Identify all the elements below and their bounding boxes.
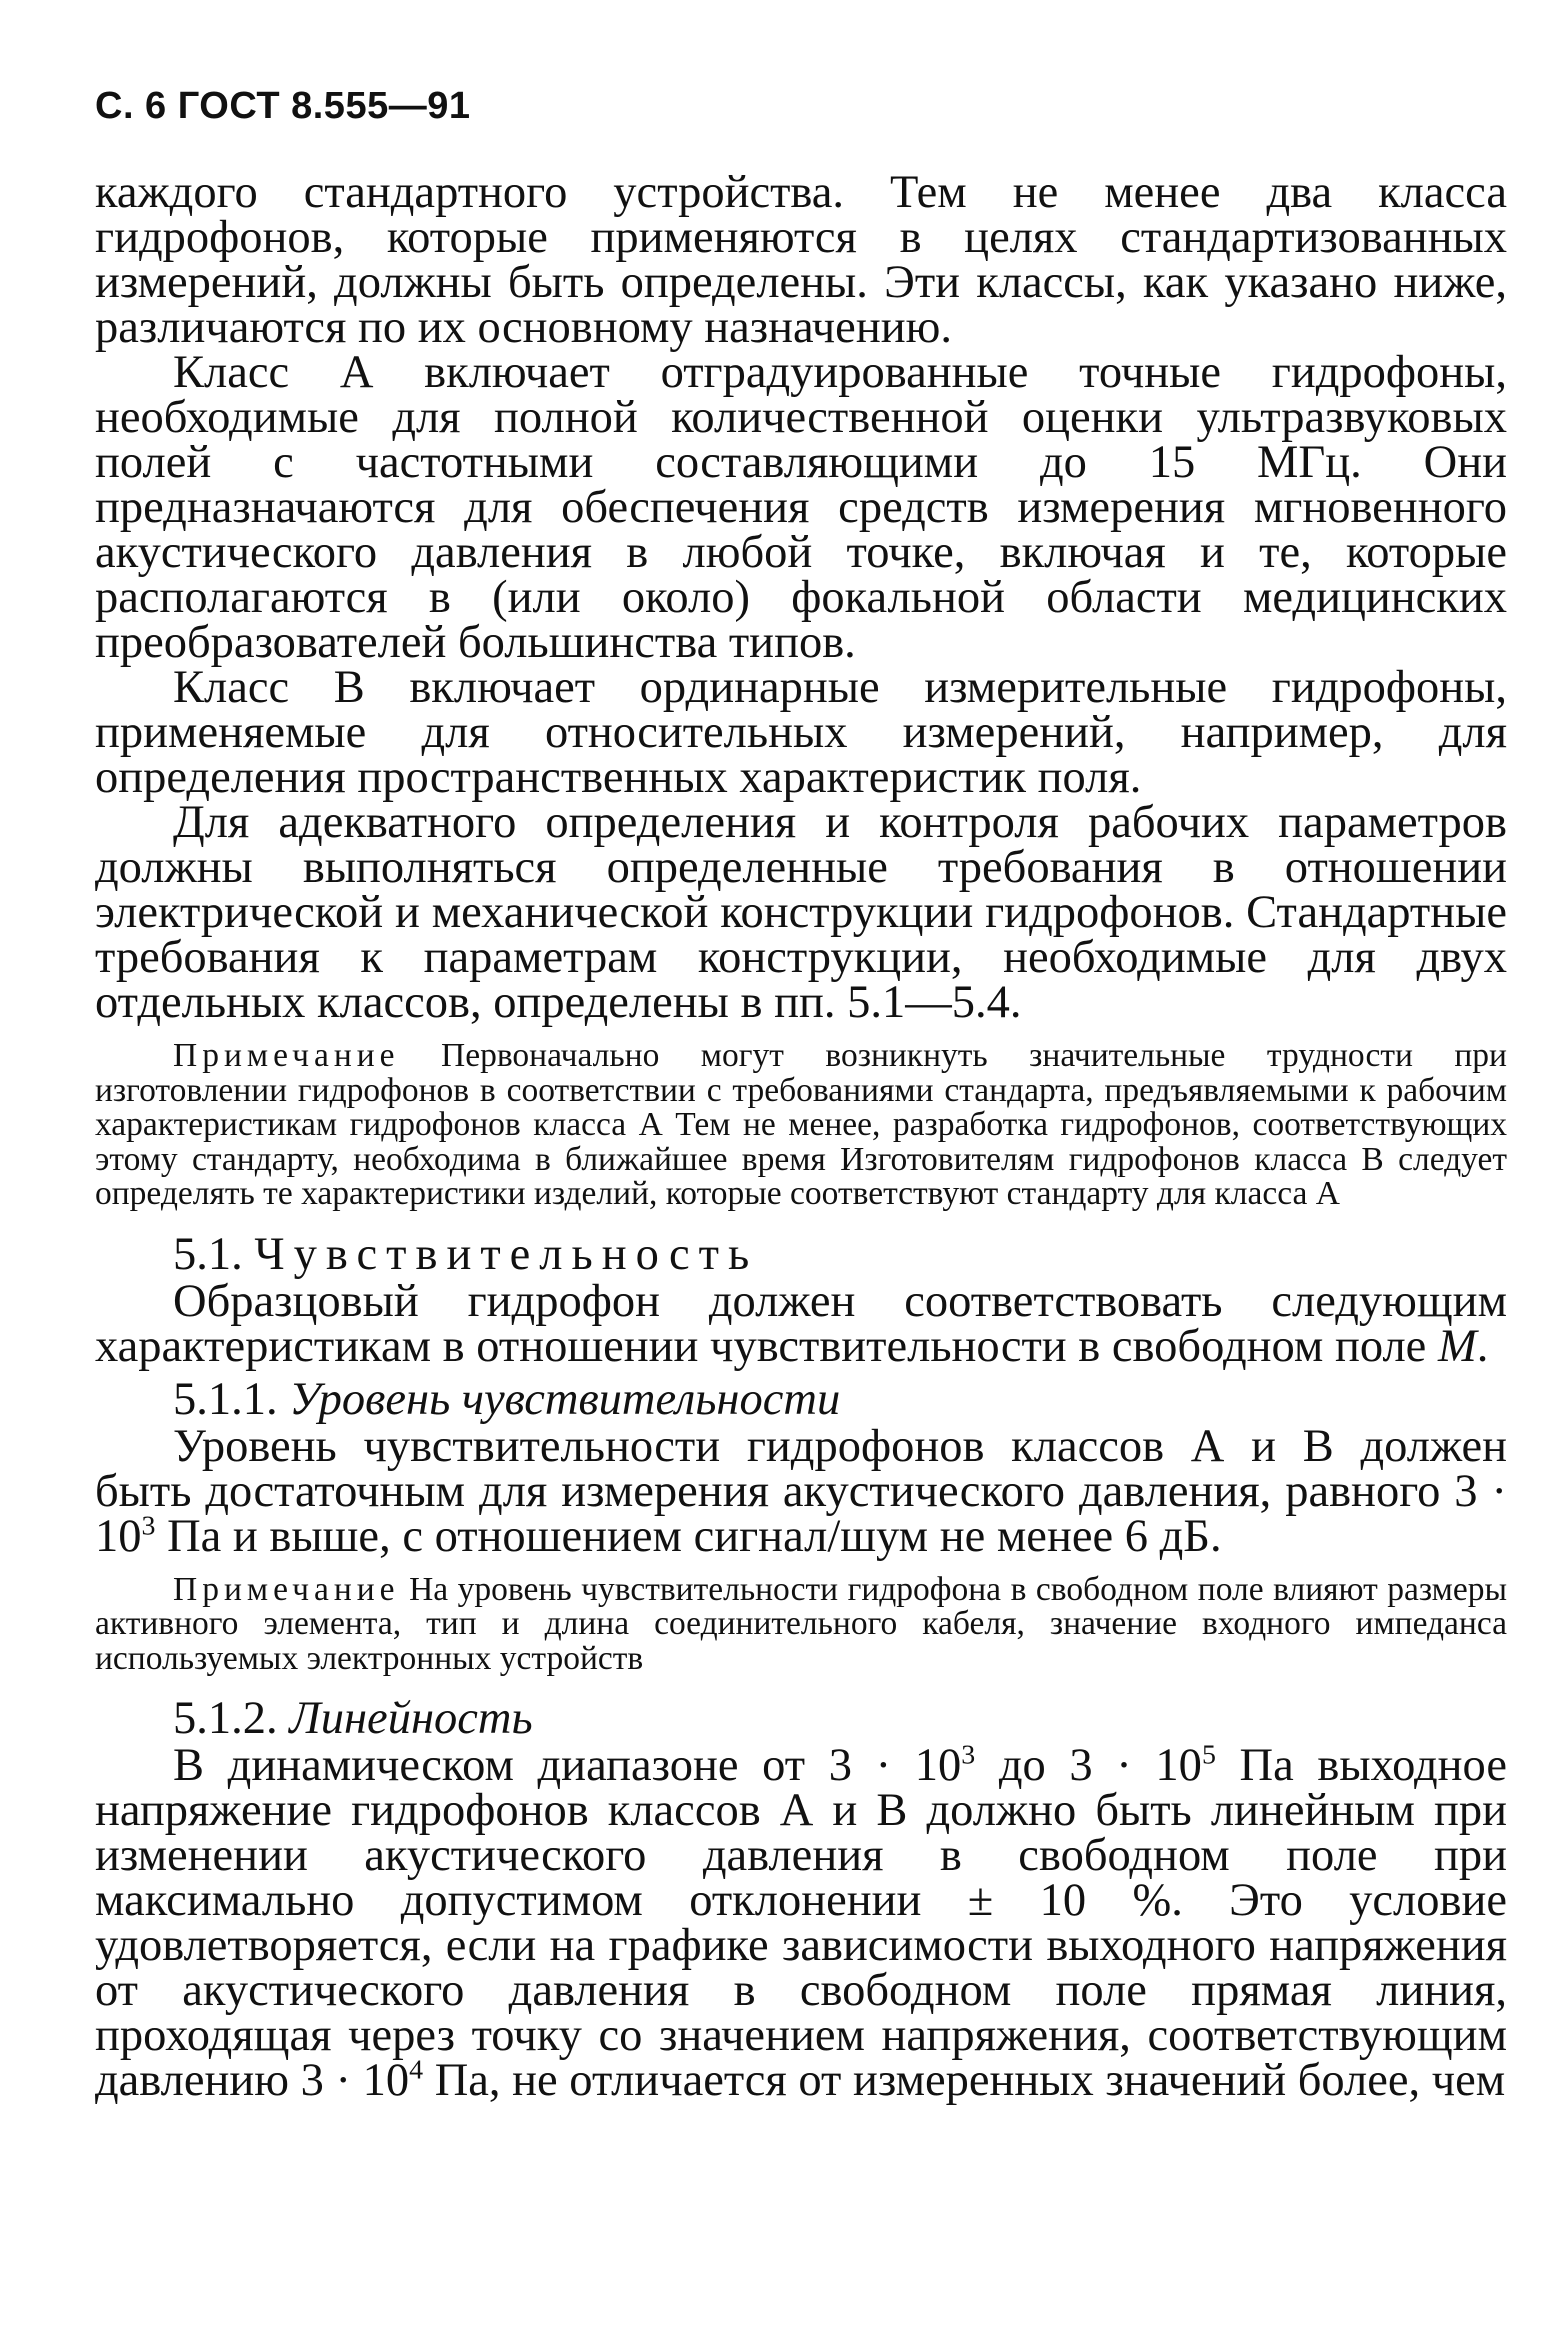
section-5-1-title: Чувствительность — [254, 1228, 759, 1280]
section-5-1-1-text-a: Уровень чувствительности гидрофонов классов А и В должен быть достаточным для измерения акустического давления, равного 3 · 10 — [95, 1420, 1507, 1562]
section-5-1-1-heading — [95, 1373, 1507, 1425]
note-1-label: Примечание — [173, 1037, 400, 1074]
section-5-1-heading — [95, 1228, 1507, 1280]
section-5-1-2-s1: 3 — [961, 1739, 976, 1771]
symbol-m: М — [1437, 1320, 1477, 1372]
section-5-1-2-s3: 4 — [409, 2054, 424, 2086]
note-2 — [95, 1570, 1508, 1677]
paragraph-class-b: Класс В включает ординарные измерительные гидрофоны, применяемые для относительных измерений, например, для определения пространственных характеристик поля. — [95, 662, 1507, 803]
section-5-1-1-number: 5.1.1. — [173, 1373, 278, 1425]
section-5-1-number: 5.1. — [173, 1228, 243, 1280]
section-5-1-2-t3: Па выходное напряжение гидрофонов классов А и В должно быть линейным при изменении акустического давления в свободном поле при максимально допустимом отклонении ± 10 %. Это условие удовлетворяется, если на графике зависимости выходного напряжения от акустического давления в свободном поле прямая линия, проходящая через точку со значением напряжения, соответствующим давлению 3 · 10 — [95, 1740, 1507, 2106]
section-5-1-end: . — [1476, 1320, 1489, 1372]
section-5-1-1-text — [95, 1420, 1507, 1562]
section-5-1-2-heading — [95, 1693, 1507, 1744]
section-5-1-1-title: Уровень чувствительности — [289, 1373, 841, 1425]
section-5-1-text — [95, 1275, 1507, 1372]
note-1-text: Первоначально могут возникнуть значительные трудности при изготовлении гидрофонов в соответствии с требованиями стандарта, предъявляемыми к рабочим характеристикам гидрофонов класса А Тем не менее, разработка гидрофонов, соответствующих этому стандарту, необходима в ближайшее время Изготовителям гидрофонов класса В следует определять те характеристики изделий, которые соответствуют стандарту для класса А — [95, 1037, 1507, 1212]
paragraph-class-a: Класс А включает отградуированные точные гидрофоны, необходимые для полной количественной оценки ультразвуковых полей с частотными составляющими до 15 МГц. Они предназначаются для обеспечения средств измерения мгновенного акустического давления в любой точке, включая и те, которые располагаются в (или около) фокальной области медицинских преобразователей большинства типов. — [95, 347, 1507, 668]
section-5-1-2-number: 5.1.2. — [173, 1693, 278, 1744]
section-5-1-1-text-b: Па и выше, с отношением сигнал/шум не менее 6 дБ. — [155, 1510, 1222, 1562]
section-5-1-2-s2: 5 — [1201, 1739, 1216, 1771]
paragraph-classes-intro: каждого стандартного устройства. Тем не менее два класса гидрофонов, которые применяются в целях стандартизованных измерений, должны быть определены. Эти классы, как указано ниже, различаются по их основному назначению. — [95, 167, 1507, 353]
section-5-1-2-t4: Па, не отличается от измеренных значений более, чем — [423, 2055, 1506, 2106]
section-5-1-body: Образцовый гидрофон должен соответствовать следующим характеристикам в отношении чувствительности в свободном поле — [95, 1275, 1507, 1372]
page-header: С. 6 ГОСТ 8.555—91 — [95, 85, 471, 127]
document-page — [95, 85, 1508, 2106]
note-1 — [95, 1039, 1507, 1212]
section-5-1-2-title: Линейность — [289, 1693, 533, 1744]
note-2-text: На уровень чувствительности гидрофона в свободном поле влияют размеры активного элемента, тип и длина соединительного кабеля, значение входного импеданса используемых электронных устройств — [95, 1570, 1508, 1677]
section-5-1-2-t1: В динамическом диапазоне от 3 · 10 — [173, 1740, 962, 1791]
paragraph-requirements: Для адекватного определения и контроля рабочих параметров должны выполняться определенные требования в отношении электрической и механической конструкции гидрофонов. Стандартные требования к параметрам конструкции, необходимые для двух отдельных классов, определены в пп. 5.1—5.4. — [95, 797, 1507, 1028]
section-5-1-1-sup: 3 — [141, 1510, 156, 1541]
section-5-1-2-t2: до 3 · 10 — [975, 1740, 1202, 1791]
section-5-1-2-text — [95, 1739, 1507, 2106]
note-2-label: Примечание — [173, 1570, 400, 1608]
